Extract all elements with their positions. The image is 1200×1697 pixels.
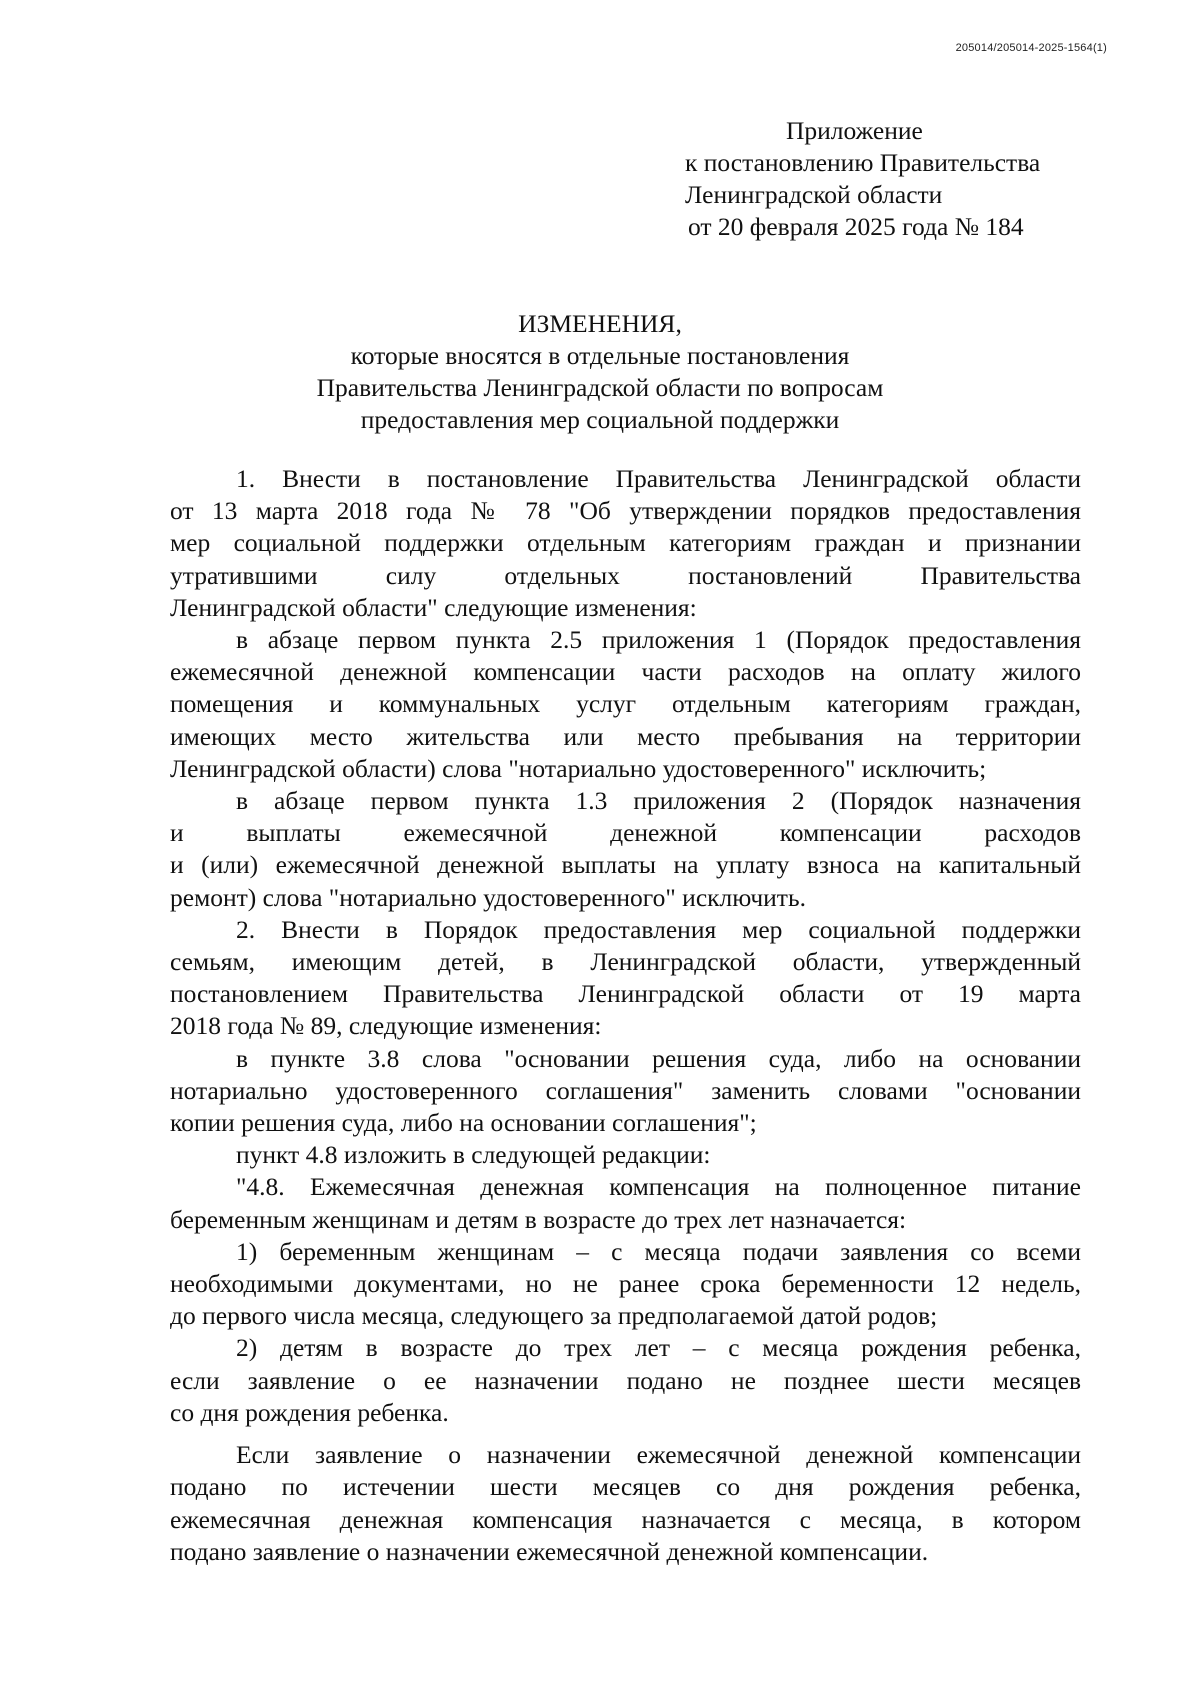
- paragraph-line: беременным женщинам и детям в возрасте до трех лет назначается:: [170, 1204, 907, 1234]
- paragraph-line: помещения и коммунальных услуг отдельным категориям граждан,: [170, 689, 1081, 719]
- paragraph: [170, 1043, 1081, 1140]
- heading-line-4: предоставления мер социальной поддержки: [360, 405, 840, 434]
- paragraph-line: Если заявление о назначении ежемесячной денежной компенсации: [236, 1440, 1081, 1470]
- paragraph-line: пункт 4.8 изложить в следующей редакции:: [236, 1140, 711, 1170]
- paragraph-line: "4.8. Ежемесячная денежная компенсация на полноценное питание: [236, 1172, 1081, 1202]
- paragraph-line: копии решения суда, либо на основании соглашения";: [170, 1108, 757, 1138]
- paragraph-line: в пункте 3.8 слова "основании решения суда, либо на основании: [236, 1043, 1081, 1073]
- heading-line-2: которые вносятся в отдельные постановления: [350, 341, 850, 370]
- paragraph-line: и выплаты ежемесячной денежной компенсации расходов: [170, 818, 1081, 848]
- appendix-date-number: от 20 февраля 2025 года № 184: [688, 212, 1024, 241]
- paragraph-line: подано заявление о назначении ежемесячной денежной компенсации.: [170, 1536, 929, 1566]
- paragraph-line: в абзаце первом пункта 2.5 приложения 1 (Порядок предоставления: [236, 625, 1081, 655]
- paragraph-line: Ленинградской области) слова "нотариально удостоверенного" исключить;: [170, 753, 987, 783]
- paragraph: [170, 1332, 1081, 1429]
- paragraph-line: ремонт) слова "нотариально удостоверенного" исключить.: [170, 882, 806, 912]
- paragraph-line: ежемесячная денежная компенсация назначается с месяца, в котором: [170, 1504, 1081, 1534]
- appendix-block: [685, 115, 1040, 243]
- paragraph-line: от 13 марта 2018 года № 78 "Об утверждении порядков предоставления: [170, 496, 1081, 526]
- paragraph: [170, 914, 1081, 1043]
- paragraph-line: утратившими силу отдельных постановлений Правительства: [170, 560, 1081, 590]
- paragraph-line: мер социальной поддержки отдельным категориям граждан и признании: [170, 528, 1081, 558]
- paragraph-line: 1. Внести в постановление Правительства Ленинградской области: [236, 464, 1081, 493]
- paragraph: [170, 1171, 1081, 1235]
- paragraph-line: 2. Внести в Порядок предоставления мер социальной поддержки: [236, 914, 1081, 944]
- paragraph-line: ежемесячной денежной компенсации части расходов на оплату жилого: [170, 657, 1081, 687]
- paragraph-line: нотариально удостоверенного соглашения" заменить словами "основании: [170, 1075, 1081, 1105]
- paragraph-line: со дня рождения ребенка.: [170, 1397, 449, 1427]
- paragraph-line: 2) детям в возрасте до трех лет – с месяца рождения ребенка,: [236, 1333, 1081, 1363]
- appendix-resolution-ref: к постановлению Правительства: [685, 148, 1041, 177]
- paragraph-line: необходимыми документами, но не ранее срока беременности 12 недель,: [170, 1269, 1081, 1299]
- heading-title: ИЗМЕНЕНИЯ,: [518, 309, 682, 338]
- paragraph: [170, 785, 1081, 914]
- paragraph-line: 2018 года № 89, следующие изменения:: [170, 1011, 602, 1041]
- document-heading: [0, 308, 1200, 436]
- document-id: 205014/205014-2025-1564(1): [955, 42, 1107, 54]
- paragraph: [170, 463, 1081, 624]
- paragraph-line: подано по истечении шести месяцев со дня рождения ребенка,: [170, 1472, 1081, 1502]
- paragraph-line: в абзаце первом пункта 1.3 приложения 2 (Порядок назначения: [236, 786, 1081, 816]
- appendix-region: Ленинградской области: [685, 180, 943, 209]
- paragraph-line: семьям, имеющим детей, в Ленинградской области, утвержденный: [170, 947, 1081, 977]
- paragraph-line: Ленинградской области" следующие изменения:: [170, 592, 697, 622]
- paragraph-line: постановлением Правительства Ленинградской области от 19 марта: [170, 979, 1081, 1009]
- paragraph-line: до первого числа месяца, следующего за предполагаемой датой родов;: [170, 1301, 938, 1331]
- document-body: [170, 463, 1081, 1568]
- paragraph: [170, 1139, 1081, 1171]
- paragraph-line: если заявление о ее назначении подано не позднее шести месяцев: [170, 1365, 1081, 1395]
- paragraph: [170, 1439, 1081, 1568]
- paragraph-line: имеющих место жительства или место пребывания на территории: [170, 721, 1081, 751]
- paragraph: [170, 624, 1081, 785]
- paragraph-line: 1) беременным женщинам – с месяца подачи заявления со всеми: [236, 1236, 1081, 1266]
- heading-line-3: Правительства Ленинградской области по вопросам: [316, 373, 884, 402]
- paragraph: [170, 1236, 1081, 1333]
- appendix-title: Приложение: [786, 116, 923, 145]
- paragraph-line: и (или) ежемесячной денежной выплаты на уплату взноса на капитальный: [170, 850, 1081, 880]
